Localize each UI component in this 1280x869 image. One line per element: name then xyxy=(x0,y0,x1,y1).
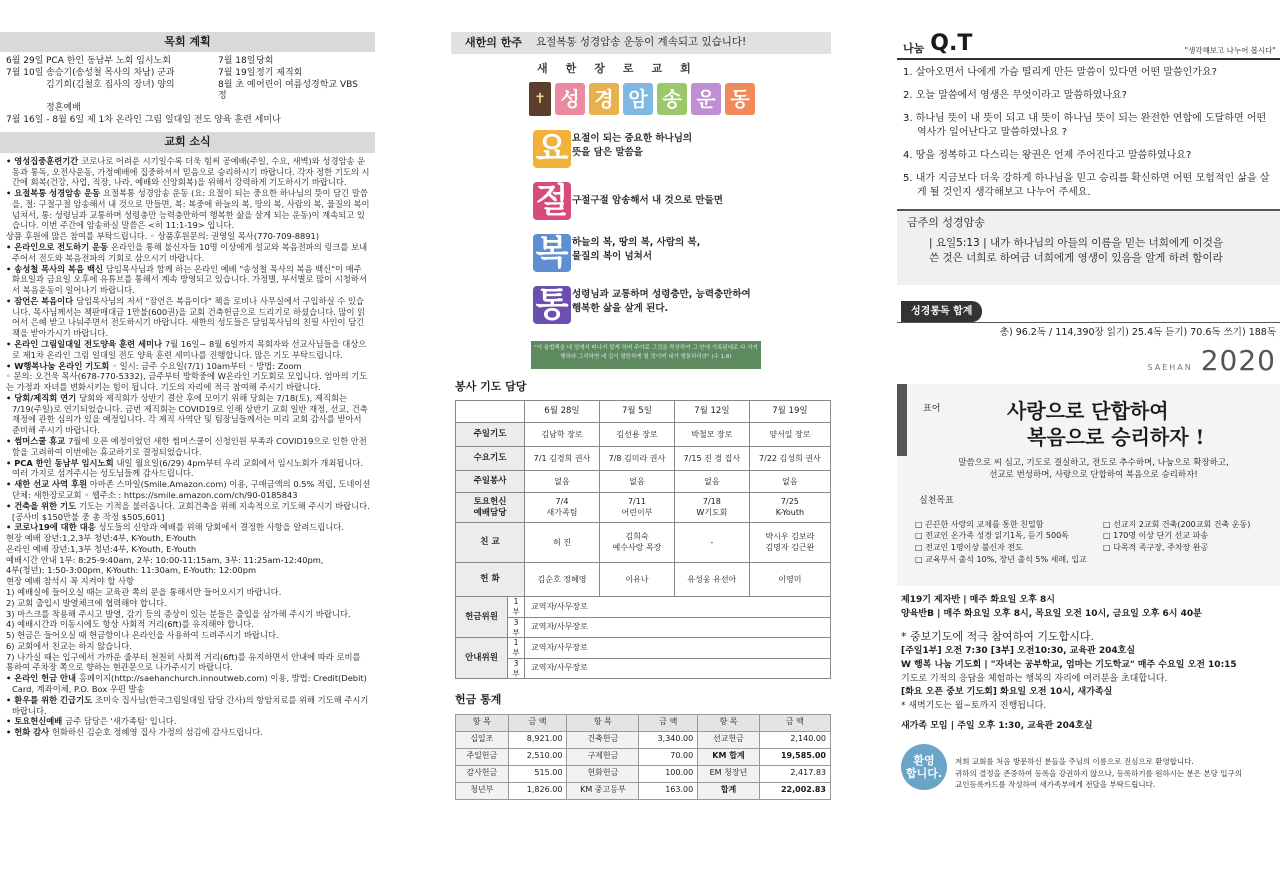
offering-amount: 2,140.00 xyxy=(759,731,830,748)
year-banner xyxy=(897,343,1280,379)
poster-church-name: 새한장로교회 xyxy=(537,62,709,75)
schedule-date: 7월 10일 xyxy=(6,67,44,78)
duty-cell: 7/25 K-Youth xyxy=(749,493,830,523)
schedule-list xyxy=(0,52,375,126)
news-item xyxy=(4,695,371,717)
duty-row xyxy=(456,563,831,597)
news-item xyxy=(4,716,371,727)
poster-tile: 경 xyxy=(589,83,619,115)
motto-line-1: 사랑으로 단합하여 xyxy=(1007,398,1169,423)
welcome-badge: 환영 합니다. xyxy=(901,744,947,790)
weekly-label: 새한의 한주 xyxy=(465,35,522,49)
news-heading: • W행복나눔 온라인 기도회 xyxy=(6,360,113,371)
news-heading: • 영성집중훈련기간 xyxy=(6,155,82,166)
poster-line: 요절이 되는 중요한 하나님의 뜻을 담은 말씀을 xyxy=(572,133,693,158)
duty-cell: 유성웅 유선아 xyxy=(674,563,749,597)
news-item: 4부(청년): 1:50-3:00pm, K-Youth: 11:30am, E-Youth: 12:00pm xyxy=(6,565,257,576)
duty-row xyxy=(456,447,831,471)
schedule-date: 8월 초 예정 xyxy=(218,79,256,102)
poster-tile: 성 xyxy=(555,83,585,115)
schedule-title: 목회 계획 xyxy=(0,32,375,52)
news-text: 내일 월요일(6/29) 4pm부터 우리 교회에서 임시노회가 개최됩니다. 여러 가지로 섬겨주시는 성도님들께 감사드립니다. xyxy=(12,457,364,479)
sunday-prayer: [주일1부] 오전 7:30 [3부] 오전10:30, 교육관 204호실 xyxy=(901,645,1136,656)
duty-label: 토요헌신 예배담당 xyxy=(456,493,525,523)
news-heading: • 환우를 위한 긴급기도 xyxy=(6,694,95,705)
news-heading: • 토요헌신예배 xyxy=(6,716,66,727)
duty-cell: 김순호 정혜영 xyxy=(525,563,600,597)
news-heading: • 온라인으로 전도하기 운동 xyxy=(6,241,112,252)
usher-row xyxy=(456,638,831,659)
poster-tile: 동 xyxy=(725,83,755,115)
offering-amount: 19,585.00 xyxy=(759,748,830,765)
news-item: 예배시간 안내 1부: 8:25-9:40am, 2부: 10:00-11:15am, 3부: 11:25am-12:40pm, xyxy=(6,554,324,565)
schedule-right xyxy=(218,80,358,103)
news-text: 아마존 스마일(Smile.Amazon.com) 이용, 구매금액의 0.5% 적립, 도네이션 단체: 새한장로교회 ◦ 웹주소 : https://smile.amazon.com/ch/90-0185843 xyxy=(12,479,371,500)
duty-cell: 허 진 xyxy=(525,523,600,563)
news-text: 7월에 오픈 예정이었던 새한 썸머스쿨이 신청인원 부족과 COVID19으로 인한 안전함을 고려하여 이번에는 휴교하기로 결정되었습니다. xyxy=(12,436,367,457)
schedule-right xyxy=(218,68,302,80)
prayer-call: * 중보기도에 적극 참여하여 기도합시다. xyxy=(901,629,1094,643)
news-text: 코로나로 어려운 시기일수록 더욱 힘써 공예배(주일, 수요, 새벽)와 성경암송 운동과 통독, 오전사운동, 가정예배에 집중하셔서 믿음으로 승리하시기 바랍니다. 각자 정한 기도의 시간에 회복(건강, 사업, 직장, 나라, 예배와 신앙회복)을 위해서 강력하게 기도하시기 바랍니다. xyxy=(12,155,370,188)
motto-label: 표어 xyxy=(923,403,941,414)
offering-item: 선교헌금 xyxy=(698,731,760,748)
news-item xyxy=(4,479,371,501)
duty-table xyxy=(455,400,831,679)
qt-question: 2. 오늘 말씀에서 영생은 무엇이라고 말씀하였나요? xyxy=(903,90,1127,101)
practice-goals xyxy=(915,519,1250,565)
usher-row xyxy=(456,658,831,679)
news-item: 7) 나가실 때는 입구에서 가까운 줄부터 천천히 사회적 거리(6ft)를 유지하면서 안내에 따라 로비를 통하여 주차장 쪽으로 향하는 현관문으로 나가주시기 바랍니다. xyxy=(6,651,361,673)
news-text: 담임목사님과 함께 하는 온라인 예배 "송성철 목사의 복음 백신"이 매주 화요일과 금요일 오후에 유튜브를 통해서 계속 방영되고 있습니다. 가정별, 부서별로 많이 시청하셔서 복음운동이 일어나기 바랍니다. xyxy=(12,263,367,296)
qt-small-label: 나눔 xyxy=(903,41,925,55)
news-text: 금주 담당은 '새가족팀' 입니다. xyxy=(65,716,177,727)
duty-cell: 박시우 김보라 김명자 김근완 xyxy=(749,523,830,563)
duty-header-row xyxy=(456,401,831,423)
usher-value: 교역자/사무장로 xyxy=(525,617,831,638)
news-heading: • 새한 선교 사역 후원 xyxy=(6,479,90,490)
bible-icon: ✝ xyxy=(529,82,551,116)
offering-header-row xyxy=(456,714,831,731)
schedule-row xyxy=(6,68,369,80)
duty-label: 수요기도 xyxy=(456,447,525,471)
duty-cell: 이유나 xyxy=(599,563,674,597)
news-item xyxy=(4,501,371,523)
welcome-text: 저희 교회를 처음 방문하신 분들을 주님의 이름으로 진심으로 환영합니다. 귀하의 결정을 존중하여 등록을 강권하지 않으나, 등록하기를 원하시는 분은 본당 입구의 교인등록카드를 작성하여 새가족부에게 전달을 부탁드립니다. xyxy=(955,757,1243,789)
weekly-header xyxy=(451,32,831,54)
news-item xyxy=(4,522,371,533)
duty-cell: 박철모 장로 xyxy=(674,423,749,447)
duty-row xyxy=(456,423,831,447)
news-item: 4) 예배시간과 이동시에도 항상 사회적 거리(6ft)를 유지해야 합니다. xyxy=(6,619,254,630)
news-item: 3) 마스크를 착용해 주시고 발열, 감기 등의 증상이 있는 분들은 출입을 삼가해 주시기 바랍니다. xyxy=(6,608,351,619)
news-heading: • 온라인 헌금 안내 xyxy=(6,673,79,684)
offering-header: 항 목 xyxy=(456,714,509,731)
news-text: 조미숙 집사님(한국그림일대일 담당 간사)의 항암치료를 위해 기도해 주시기 바랍니다. xyxy=(12,694,369,716)
schedule-row xyxy=(6,80,369,103)
news-item: 온라인 예배 장년:1,3부 청년:4부, K-Youth, E-Youth xyxy=(6,543,197,554)
duty-corner xyxy=(456,401,525,423)
offering-header: 금 액 xyxy=(639,714,698,731)
news-text: 온라인을 통해 불신자들 10명 이상에게 설교와 복음전파의 링크를 보내주어서 전도와 복음전파의 기회로 삼으시기 바랍니다. xyxy=(12,241,368,263)
offering-item: 건축헌금 xyxy=(567,731,639,748)
duty-cell: 없음 xyxy=(599,471,674,493)
practice-title: 실천목표 xyxy=(919,495,954,506)
duty-cell: 없음 xyxy=(749,471,830,493)
qt-question: 4. 땅을 정복하고 다스리는 왕권은 언제 주어진다고 말씀하였나요? xyxy=(903,150,1192,161)
offering-item: EM 청장년 xyxy=(698,765,760,782)
duty-label: 친 교 xyxy=(456,523,525,563)
offering-item: 합계 xyxy=(698,782,760,799)
news-item: 상품 후원에 많은 참여를 부탁드립니다. ◦ 상품후원문의: 권영일 목사(770-709-8891) xyxy=(6,231,320,242)
right-column xyxy=(897,0,1280,869)
schedule-date: 7월 18일 xyxy=(218,56,256,67)
practice-goal: □ 선교지 2교회 건축(200교회 건축 운동) xyxy=(1103,519,1251,529)
duty-cell: 양서일 장로 xyxy=(749,423,830,447)
news-heading: • 헌화 감사 xyxy=(6,727,53,738)
offering-header: 금 액 xyxy=(759,714,830,731)
duty-date: 6월 28일 xyxy=(525,401,600,423)
poster-tile: 암 xyxy=(623,83,653,115)
news-item xyxy=(4,393,371,436)
usher-value: 교역자/사무장로 xyxy=(525,658,831,679)
memory-verse-text: | 요일5:13 | 내가 하나님의 아들의 이름을 믿는 너희에게 이것을 쓴 것은 너희로 하여금 너희에게 영생이 있음을 알게 하려 함이라 xyxy=(929,237,1223,264)
schedule-date: 6월 29일 xyxy=(6,56,44,67)
duty-row xyxy=(456,523,831,563)
schedule-left xyxy=(6,68,218,80)
tuesday-prayer: [화요 오픈 중보 기도회] 화요일 오전 10시, 새가족실 xyxy=(901,687,1113,698)
usher-service: 1부 xyxy=(508,597,525,618)
schedule-left xyxy=(6,103,218,115)
news-text: 성도들의 신앙과 예배를 위해 당회에서 결정한 사항을 알려드립니다. xyxy=(98,522,345,533)
offering-item: KM 중고등부 xyxy=(567,782,639,799)
practice-goal: □ 전교인 온가족 성경 읽기1독, 듣기 500독 xyxy=(915,531,1069,541)
duty-cell: 7/4 새가족팀 xyxy=(525,493,600,523)
schedule-left xyxy=(6,56,218,68)
middle-column xyxy=(451,0,831,869)
welcome-box xyxy=(897,744,1280,790)
duty-row xyxy=(456,493,831,523)
duty-cell: 7/1 김경희 권사 xyxy=(525,447,600,471)
schedule-event: 김기희(김철호 집사의 장녀) 양의 xyxy=(46,79,175,90)
duty-title: 봉사 기도 담당 xyxy=(455,380,527,393)
duty-cell: 김남학 장로 xyxy=(525,423,600,447)
news-item xyxy=(4,339,371,361)
weekly-headline: 요절복통 성경암송 운동이 계속되고 있습니다! xyxy=(535,36,747,49)
offering-amount: 163.00 xyxy=(639,782,698,799)
schedule-date xyxy=(6,103,46,115)
duty-cell: 7/18 W기도회 xyxy=(674,493,749,523)
duty-cell: 김선용 장로 xyxy=(599,423,674,447)
saehan-label: SAEHAN xyxy=(1147,363,1193,373)
w-prayer-meeting: W 행복 나눔 기도회 | "자녀는 공부학교, 엄마는 기도학교" 매주 수요일 오전 10:15 xyxy=(901,659,1237,670)
offering-amount: 22,002.83 xyxy=(759,782,830,799)
news-text: 기도는 기적을 불러옵니다. 교회건축을 위해 지속적으로 기도해 주시기 바랍니다. [공사비 $150만불 중 총 작정 $505,601] xyxy=(12,500,370,522)
schedule-left xyxy=(6,80,218,103)
duty-cell: 김희숙 예수사랑 목장 xyxy=(599,523,674,563)
news-title: 교회 소식 xyxy=(0,132,375,152)
usher-label: 안내위원 xyxy=(456,638,508,679)
usher-value: 교역자/사무장로 xyxy=(525,638,831,659)
news-item xyxy=(4,361,371,372)
disciple-class: 제19기 제자반 | 매주 화요일 오후 8시 xyxy=(901,594,1055,605)
duty-cell: 없음 xyxy=(674,471,749,493)
duty-label: 주일기도 xyxy=(456,423,525,447)
news-item: 1) 예배실에 들어오실 때는 교육관 쪽의 문을 통해서만 들어오시기 바랍니다. xyxy=(6,586,282,597)
schedule-event: 당회 xyxy=(256,56,274,67)
news-heading: • 건축을 위한 기도 xyxy=(6,500,79,511)
schedule-event: 정혼예배 xyxy=(46,103,81,114)
offering-amount: 8,921.00 xyxy=(508,731,567,748)
news-item: 2) 교회 출입시 발열체크에 협력해야 합니다. xyxy=(6,597,167,608)
poster-tile: 운 xyxy=(691,83,721,115)
qt-header xyxy=(897,32,1280,60)
news-item: 현장 예배 장년:1,2,3부 청년:4부, K-Youth, E-Youth xyxy=(6,533,197,544)
news-item xyxy=(4,242,371,264)
duty-date: 7월 5일 xyxy=(599,401,674,423)
practice-goal: □ 교육부서 출석 10%, 장년 출석 5% 세례, 입교 xyxy=(915,554,1087,564)
news-item xyxy=(4,296,371,339)
schedule-row xyxy=(6,103,369,115)
poster-letter: 통 xyxy=(533,286,571,324)
news-text: 요절복통 성경암송 운동 (요: 요절이 되는 중요한 하나님의 뜻이 담긴 말씀을, 절: 구절구절 암송해서 내 것으로 만들면, 복: 복중에 하늘의 복, 땅의 복, 사람의 복, 물질의 복이 넘쳐서, 통: 성령님과 교통하며 성령충만 능력충만하여 행복한 삶을 살게 되는 운동)이 계속되고 있습니다. 이번 주간에 암송하실 말씀은 <히 11:1-19> 입니다. xyxy=(12,188,370,231)
usher-value: 교역자/사무장로 xyxy=(525,597,831,618)
qt-question: 1. 살아오면서 나에게 가슴 떨리게 만든 말씀이 있다면 어떤 말씀인가요? xyxy=(903,67,1217,78)
offering-header: 금 액 xyxy=(508,714,567,731)
offering-amount: 70.00 xyxy=(639,748,698,765)
year-label: 2020 xyxy=(1200,344,1276,378)
memory-verse-title: 금주의 성경암송 xyxy=(907,216,985,229)
duty-cell: 이영미 xyxy=(749,563,830,597)
offering-row xyxy=(456,748,831,765)
motto-tab xyxy=(897,384,907,456)
poster-letter: 복 xyxy=(533,234,571,272)
practice-goal: □ 다목적 족구장, 주차장 완공 xyxy=(1103,542,1209,552)
dawn-prayer: * 새벽기도는 월~토까지 진행됩니다. xyxy=(901,701,1047,712)
offering-item: KM 합계 xyxy=(698,748,760,765)
schedule-event: 어린이 여름성경학교 VBS xyxy=(256,79,358,90)
practice-goal: □ 전교인 1명이상 불신자 전도 xyxy=(915,542,1023,552)
offering-row xyxy=(456,782,831,799)
news-heading: • 당회/제직회 연기 xyxy=(6,392,80,403)
meetings-list xyxy=(897,586,1280,735)
practice-goals-left xyxy=(915,519,1103,565)
poster-title xyxy=(529,82,755,116)
duty-date: 7월 12일 xyxy=(674,401,749,423)
schedule-event: 정기 제직회 xyxy=(256,67,303,78)
schedule-date: 7월 19일 xyxy=(218,67,256,78)
duty-cell: 7/22 김성희 권사 xyxy=(749,447,830,471)
news-text: 헌화하신 김순호 정혜영 집사 가정의 섬김에 감사드립니다. xyxy=(52,727,263,738)
news-item: 5) 헌금은 들어오실 때 헌금함이나 온라인을 사용하여 드려주시기 바랍니다. xyxy=(6,630,279,641)
schedule-extra: 7월 16일 - 8월 6일 제 1차 온라인 그림 일대일 전도 양육 훈련 세미나 xyxy=(6,114,281,125)
news-item xyxy=(4,188,371,231)
poster-line: 성령님과 교통하며 성령충만, 능력충만하여 행복한 삶을 살게 된다. xyxy=(572,289,751,314)
duty-cell: - xyxy=(674,523,749,563)
qt-question: 5. 내가 지금보다 더욱 강하게 하나님을 믿고 승리를 확신하면 어떤 모험적인 삶을 살게 될 것인지 생각해보고 나누어 주세요. xyxy=(903,173,1270,198)
practice-goal: □ 끈끈한 사랑의 교제를 통한 친밀함 xyxy=(915,519,1044,529)
left-column xyxy=(0,0,375,869)
offering-amount: 1,826.00 xyxy=(508,782,567,799)
duty-cell: 7/15 진 경 집사 xyxy=(674,447,749,471)
news-item xyxy=(4,673,371,695)
news-item xyxy=(4,156,371,188)
qt-questions xyxy=(897,60,1280,200)
schedule-right xyxy=(218,56,273,68)
schedule-date xyxy=(218,103,256,115)
offering-amount: 515.00 xyxy=(508,765,567,782)
offering-amount: 2,510.00 xyxy=(508,748,567,765)
offering-item: 주일헌금 xyxy=(456,748,509,765)
nurture-class: 양육반B | 매주 화요일 오후 8시, 목요일 오전 10시, 금요일 오후 6시 40분 xyxy=(901,608,1202,619)
usher-service: 3부 xyxy=(508,658,525,679)
reading-total-text: 총) 96.2독 / 114,390장 읽기) 25.4독 듣기) 70.6독 쓰기) 188독 xyxy=(897,322,1280,339)
duty-label: 헌 화 xyxy=(456,563,525,597)
schedule-row xyxy=(6,56,369,68)
news-heading: • 송성철 목사의 복음 백신 xyxy=(6,263,106,274)
duty-row xyxy=(456,471,831,493)
news-item: 6) 교회에서 친교는 하지 않습니다. xyxy=(6,640,132,651)
memory-verse-box xyxy=(897,209,1280,285)
news-heading: • 잠언은 복음이다 xyxy=(6,295,77,306)
news-text: 담임목사님의 저서 "잠언은 복음이다" 책을 로비나 사무실에서 구입하실 수 있습니다. 목사님께서는 책판매대금 1만불(600권)을 교회 건축헌금으로 드리기로 하셨습니다. 많이 읽어서 은혜 받고 나눠주면서 전도하시기 바랍니다. 새한의 성도들은 담임목사님의 친필 사인이 담긴 책을 받아가시기 바랍니다. xyxy=(12,295,366,339)
offering-item: 구제헌금 xyxy=(567,748,639,765)
news-list xyxy=(0,153,375,738)
offering-row xyxy=(456,731,831,748)
duty-cell: 없음 xyxy=(525,471,600,493)
usher-service: 3부 xyxy=(508,617,525,638)
usher-service: 1부 xyxy=(508,638,525,659)
news-text: 당회와 제직회가 상반기 결산 후에 모이기 위해 당회는 7/18(토), 제직회는 7/19(주일)로 연기되었습니다. 금번 제직회는 COVID19로 인해 상반기 교회 일반 재정, 선교, 건축 재정에 관한 심의가 있을 예정입니다. 각 제직 사역단 및 팀장님들께서는 미리 교회 감사를 받아서 준비해 주시기 바랍니다. xyxy=(12,392,368,436)
news-item xyxy=(4,436,371,458)
news-heading: • 코로나19에 대한 대응 xyxy=(6,522,99,533)
schedule-date xyxy=(6,80,46,103)
duty-cell: 7/8 김미라 권사 xyxy=(599,447,674,471)
news-text: 홈페이지(http://saehanchurch.innoutweb.com) 이용, 방법: Credit(Debit) Card, 계좌이체, P.O. Box 우편 발송 xyxy=(12,673,367,694)
news-item xyxy=(4,264,371,296)
practice-goals-right xyxy=(1103,519,1250,565)
usher-row xyxy=(456,597,831,618)
offering-item: 헌화헌금 xyxy=(567,765,639,782)
offering-item: 청년부 xyxy=(456,782,509,799)
newcomer-meeting: 새가족 모임 | 주일 오후 1:30, 교육관 204호실 xyxy=(901,721,1093,732)
offering-row xyxy=(456,765,831,782)
schedule-right xyxy=(218,103,256,115)
schedule-event: PCA 한인 동남부 노회 임시노회 xyxy=(46,56,171,67)
offering-amount: 3,340.00 xyxy=(639,731,698,748)
schedule-event: 송승기(송성철 목사의 차남) 군과 xyxy=(46,67,175,78)
news-item xyxy=(4,458,371,480)
motto-line-2: 복음으로 승리하자 ! xyxy=(1027,424,1205,449)
qt-subtitle: "생각해보고 나누어 봅시다" xyxy=(1184,46,1276,56)
poster-verse: "이 율법책을 네 입에서 떠나지 말게 하며 주야로 그것을 묵상하여 그 안에 기록된대로 다 지켜 행하라 그리하면 네 길이 평탄하게 될 것이며 네가 형통하리라" (수 1:8) xyxy=(531,341,761,369)
poster-tile: 송 xyxy=(657,83,687,115)
memorization-poster xyxy=(451,54,831,372)
poster-line: 구절구절 암송해서 내 것으로 만들면 xyxy=(572,195,723,206)
offering-amount: 2,417.83 xyxy=(759,765,830,782)
news-item: 현장 예배 참석시 꼭 지켜야 할 사항 xyxy=(6,576,135,587)
motto-box xyxy=(897,384,1280,586)
usher-row xyxy=(456,617,831,638)
offering-table xyxy=(455,714,831,800)
news-item xyxy=(4,727,371,738)
offering-item: 십일조 xyxy=(456,731,509,748)
qt-question: 3. 하나님 뜻이 내 뜻이 되고 내 뜻이 하나님 뜻이 되는 완전한 연합에 도달하면 어떤 역사가 일어난다고 말씀하였나요 ? xyxy=(903,113,1267,138)
news-item: ◦ 문의: 오건욱 목사(678-770-5332), 금주부터 방학중에 W온라인 기도회로 모입니다. 엄마의 기도는 가정과 자녀를 변화시키는 힘이 됩니다. 기도의 자리에 적극 참여해 주시기 바랍니다. xyxy=(6,371,368,393)
offering-title: 헌금 통계 xyxy=(455,693,502,707)
usher-label: 헌금위원 xyxy=(456,597,508,638)
offering-amount: 100.00 xyxy=(639,765,698,782)
offering-item: 감사헌금 xyxy=(456,765,509,782)
news-heading: • 요절복통 성경암송 운동 xyxy=(6,188,104,199)
practice-goal: □ 170명 이상 단기 선교 파송 xyxy=(1103,531,1209,541)
news-heading: • 온라인 그림일대일 전도양육 훈련 세미나 xyxy=(6,339,165,349)
news-text: ◦ 일시: 금주 수요일(7/1) 10am부터 ◦ 방법: Zoom xyxy=(112,360,302,371)
news-heading: • PCA 한인 동남부 임시노회 xyxy=(6,457,117,468)
duty-label: 주일봉사 xyxy=(456,471,525,493)
poster-letter: 요 xyxy=(533,130,571,168)
offering-header: 항 목 xyxy=(698,714,760,731)
reading-total-badge: 성경통독 합계 xyxy=(901,301,982,322)
poster-line: 하늘의 복, 땅의 복, 사람의 복, 물질의 복이 넘쳐서 xyxy=(572,237,701,262)
w-prayer-invite: 기도로 기적의 응답을 체험하는 행복의 자리에 여러분을 초대합니다. xyxy=(901,673,1168,684)
news-heading: • 썸머스쿨 휴교 xyxy=(6,436,69,447)
motto-description: 말씀으로 씨 심고, 기도로 결실하고, 전도로 추수하며, 나눔으로 확장하고, 선교로 번성하며, 사랑으로 단합하여 복음으로 승리하자! xyxy=(958,457,1229,480)
offering-header: 항 목 xyxy=(567,714,639,731)
poster-letter: 절 xyxy=(533,182,571,220)
duty-cell: 7/11 어린이부 xyxy=(599,493,674,523)
qt-title: Q.T xyxy=(930,31,973,56)
duty-date: 7월 19일 xyxy=(749,401,830,423)
news-text: 7월 16일~ 8월 6일까지 목회자와 선교사님들을 대상으로 제1차 온라인 그림 일대일 전도 양육 훈련 세미나를 진행합니다. 많은 기도 부탁드립니다. xyxy=(12,339,367,360)
